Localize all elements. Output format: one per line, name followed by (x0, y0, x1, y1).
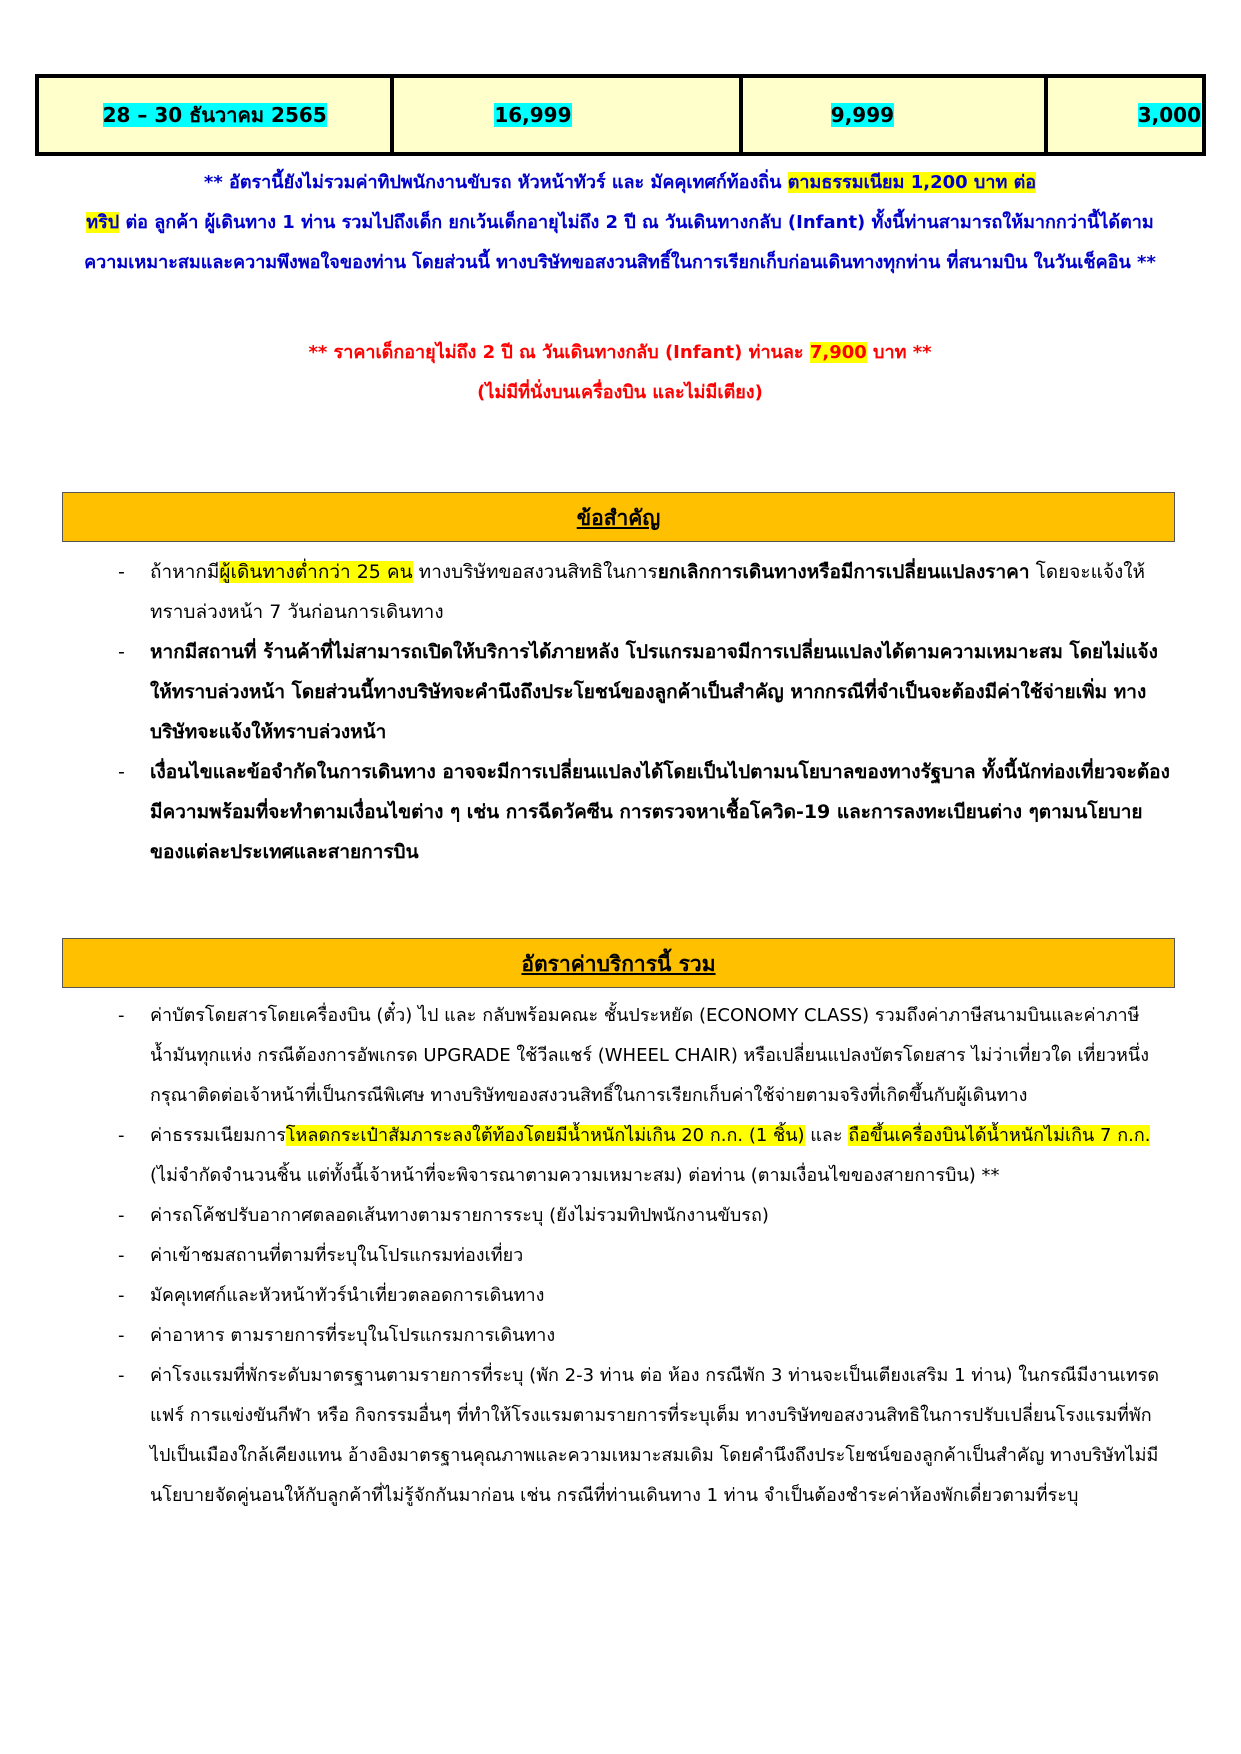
includes-item-2-highlight-1: โหลดกระเป๋าสัมภาระลงใต้ท้องโดยมีน้ำหนักไม่เกิน 20 ก.ก. (1 ชิ้น) (285, 1125, 805, 1146)
tip-note-highlight-1: ตามธรรมเนียม 1,200 บาท ต่อ (787, 172, 1037, 193)
bullet-dash: - (118, 761, 125, 783)
important-item-1-mid: ทางบริษัทขอสงวนสิทธิในการ (412, 561, 658, 583)
includes-item-7: ค่าโรงแรมที่พักระดับมาตรฐานตามรายการที่ระบุ (พัก 2-3 ท่าน ต่อ ห้อง กรณีพัก 3 ท่านจะเป็นเตียงเสริม 1 ท่าน) ในกรณีมีงานเทรดแฟร์ การแข่งขันกีฬา หรือ กิจกรรมอื่นๆ ที่ทำให้โรงแรมตามรายการที่ระบุเต็ม ทางบริษัทขอสงวนสิทธิในการปรับเปลี่ยนโรงแรมที่พัก ไปเป็นเมืองใกล้เคียงแทน อ้างอิงมาตรฐานคุณภาพและความเหมาะสมเดิม โดยคำนึงถึงประโยชน์ของลูกค้าเป็นสำคัญ ทางบริษัทไม่มีนโยบายจัดคู่นอนให้กับลูกค้าที่ไม่รู้จักกันมาก่อน เช่น กรณีที่ท่านเดินทาง 1 ท่าน จำเป็นต้องชำระค่าห้องพักเดี่ยวตามที่ระบุ (150, 1365, 1160, 1506)
tip-note-text-1: ** อัตรานี้ยังไม่รวมค่าทิปพนักงานขับรถ หัวหน้าทัวร์ และ มัคคุเทศก์ท้องถิ่น (203, 172, 788, 193)
list-item (0, 752, 1241, 872)
tip-note (70, 163, 1170, 283)
list-item (0, 996, 1241, 1116)
date-cell (37, 76, 392, 154)
infant-note (70, 333, 1170, 413)
includes-item-2-mid: และ (804, 1125, 849, 1146)
price-table (35, 74, 1206, 156)
travel-date: 28 – 30 ธันวาคม 2565 (102, 103, 327, 127)
includes-item-2 (150, 1116, 1175, 1196)
important-section-header: ข้อสำคัญ (62, 492, 1175, 542)
bullet-dash: - (118, 1125, 125, 1146)
list-item (0, 1236, 1241, 1276)
includes-item-5: มัคคุเทศก์และหัวหน้าทัวร์นำเที่ยวตลอดการเดินทาง (150, 1285, 545, 1306)
tip-note-highlight-2: ทริป (86, 212, 120, 233)
price-cell-3 (1046, 76, 1204, 154)
infant-note-line-2: (ไม่มีที่นั่งบนเครื่องบิน และไม่มีเตียง) (477, 382, 763, 403)
price-2: 9,999 (830, 103, 895, 127)
bullet-dash: - (118, 1285, 125, 1306)
list-item (0, 1276, 1241, 1316)
list-item (0, 1356, 1241, 1516)
list-item (0, 1196, 1241, 1236)
bullet-dash: - (118, 1365, 125, 1386)
price-cell-2 (741, 76, 1046, 154)
tip-note-text-2: ต่อ ลูกค้า ผู้เดินทาง 1 ท่าน รวมไปถึงเด็ก ยกเว้นเด็กอายุไม่ถึง 2 ปี ณ วันเดินทางกลับ (Infant) ทั้งนี้ท่านสามารถให้มากกว่านี้ได้ตามความเหมาะสมและความพึงพอใจของท่าน โดยส่วนนี้ ทางบริษัทขอสงวนสิทธิ์ในการเรียกเก็บก่อนเดินทางทุกท่าน ที่สนามบิน ในวันเช็คอิน ** (84, 212, 1156, 273)
includes-item-1: ค่าบัตรโดยสารโดยเครื่องบิน (ตั๋ว) ไป และ กลับพร้อมคณะ ชั้นประหยัด (ECONOMY CLASS) รวมถึงค่าภาษีสนามบินและค่าภาษีน้ำมันทุกแห่ง กรณีต้องการอัพเกรด UPGRADE ใช้วีลแชร์ (WHEEL CHAIR) หรือเปลี่ยนแปลงบัตรโดยสาร ไม่ว่าเที่ยวใด เที่ยวหนึ่ง กรุณาติดต่อเจ้าหน้าที่เป็นกรณีพิเศษ ทางบริษัทของสงวนสิทธิ์ในการเรียกเก็บค่าใช้จ่ายตามจริงที่เกิดขึ้นกับผู้เดินทาง (150, 1005, 1150, 1106)
includes-list (0, 996, 1241, 1516)
bullet-dash: - (118, 561, 125, 583)
includes-item-4: ค่าเข้าชมสถานที่ตามที่ระบุในโปรแกรมท่องเที่ยว (150, 1245, 524, 1266)
includes-item-3: ค่ารถโค้ชปรับอากาศตลอดเส้นทางตามรายการระบุ (ยังไม่รวมทิปพนักงานขับรถ) (150, 1205, 769, 1226)
price-3: 3,000 (1137, 103, 1201, 127)
important-item-1-bold: ยกเลิกการเดินทางหรือมีการเปลี่ยนแปลงราคา (657, 561, 1030, 583)
list-item (0, 1316, 1241, 1356)
important-list (0, 552, 1241, 872)
important-item-1-text: ถ้าหากมี (150, 561, 220, 583)
important-item-1-highlight: ผู้เดินทางต่ำกว่า 25 คน (219, 561, 413, 583)
includes-item-6: ค่าอาหาร ตามรายการที่ระบุในโปรแกรมการเดินทาง (150, 1325, 556, 1346)
important-item-1-post: โดยจะแจ้งให้ทราบล่วงหน้า 7 วันก่อนการเดินทาง (150, 561, 1146, 623)
includes-item-2-text: ค่าธรรมเนียมการ (150, 1125, 286, 1146)
important-item-3: เงื่อนไขและข้อจำกัดในการเดินทาง อาจจะมีการเปลี่ยนแปลงได้โดยเป็นไปตามนโยบาลของทางรัฐบาล ทั้งนี้นักท่องเที่ยวจะต้องมีความพร้อมที่จะทำตามเงื่อนไขต่าง ๆ เช่น การฉีดวัคซีน การตรวจหาเชื้อโควิด-19 และการลงทะเบียนต่าง ๆตามนโยบายของแต่ละประเทศและสายการบิน (150, 761, 1170, 863)
important-item-1 (150, 552, 1175, 632)
bullet-dash: - (118, 641, 125, 663)
bullet-dash: - (118, 1325, 125, 1346)
infant-note-text-1: ** ราคาเด็กอายุไม่ถึง 2 ปี ณ วันเดินทางกลับ (Infant) ท่านละ (308, 342, 810, 363)
list-item (0, 552, 1241, 632)
list-item (0, 632, 1241, 752)
list-item (0, 1116, 1241, 1196)
important-item-2: หากมีสถานที่ ร้านค้าที่ไม่สามารถเปิดให้บริการได้ภายหลัง โปรแกรมอาจมีการเปลี่ยนแปลงได้ตามความเหมาะสม โดยไม่แจ้งให้ทราบล่วงหน้า โดยส่วนนี้ทางบริษัทจะคำนึงถึงประโยชน์ของลูกค้าเป็นสำคัญ หากกรณีที่จำเป็นจะต้องมีค่าใช้จ่ายเพิ่ม ทางบริษัทจะแจ้งให้ทราบล่วงหน้า (150, 641, 1158, 743)
adult-price-cell (392, 76, 740, 154)
bullet-dash: - (118, 1005, 125, 1026)
infant-note-text-2: บาท ** (866, 342, 932, 363)
includes-item-2-post: (ไม่จำกัดจำนวนชิ้น แต่ทั้งนี้เจ้าหน้าที่จะพิจารณาตามความเหมาะสม) ต่อท่าน (ตามเงื่อนไขของสายการบิน) ** (150, 1165, 1000, 1186)
bullet-dash: - (118, 1205, 125, 1226)
bullet-dash: - (118, 1245, 125, 1266)
price-row (37, 76, 1204, 154)
infant-price: 7,900 (809, 342, 867, 363)
includes-item-2-highlight-2: ถือขึ้นเครื่องบินได้น้ำหนักไม่เกิน 7 ก.ก. (848, 1125, 1151, 1146)
adult-price: 16,999 (494, 103, 572, 127)
includes-section-header: อัตราค่าบริการนี้ รวม (62, 938, 1175, 988)
